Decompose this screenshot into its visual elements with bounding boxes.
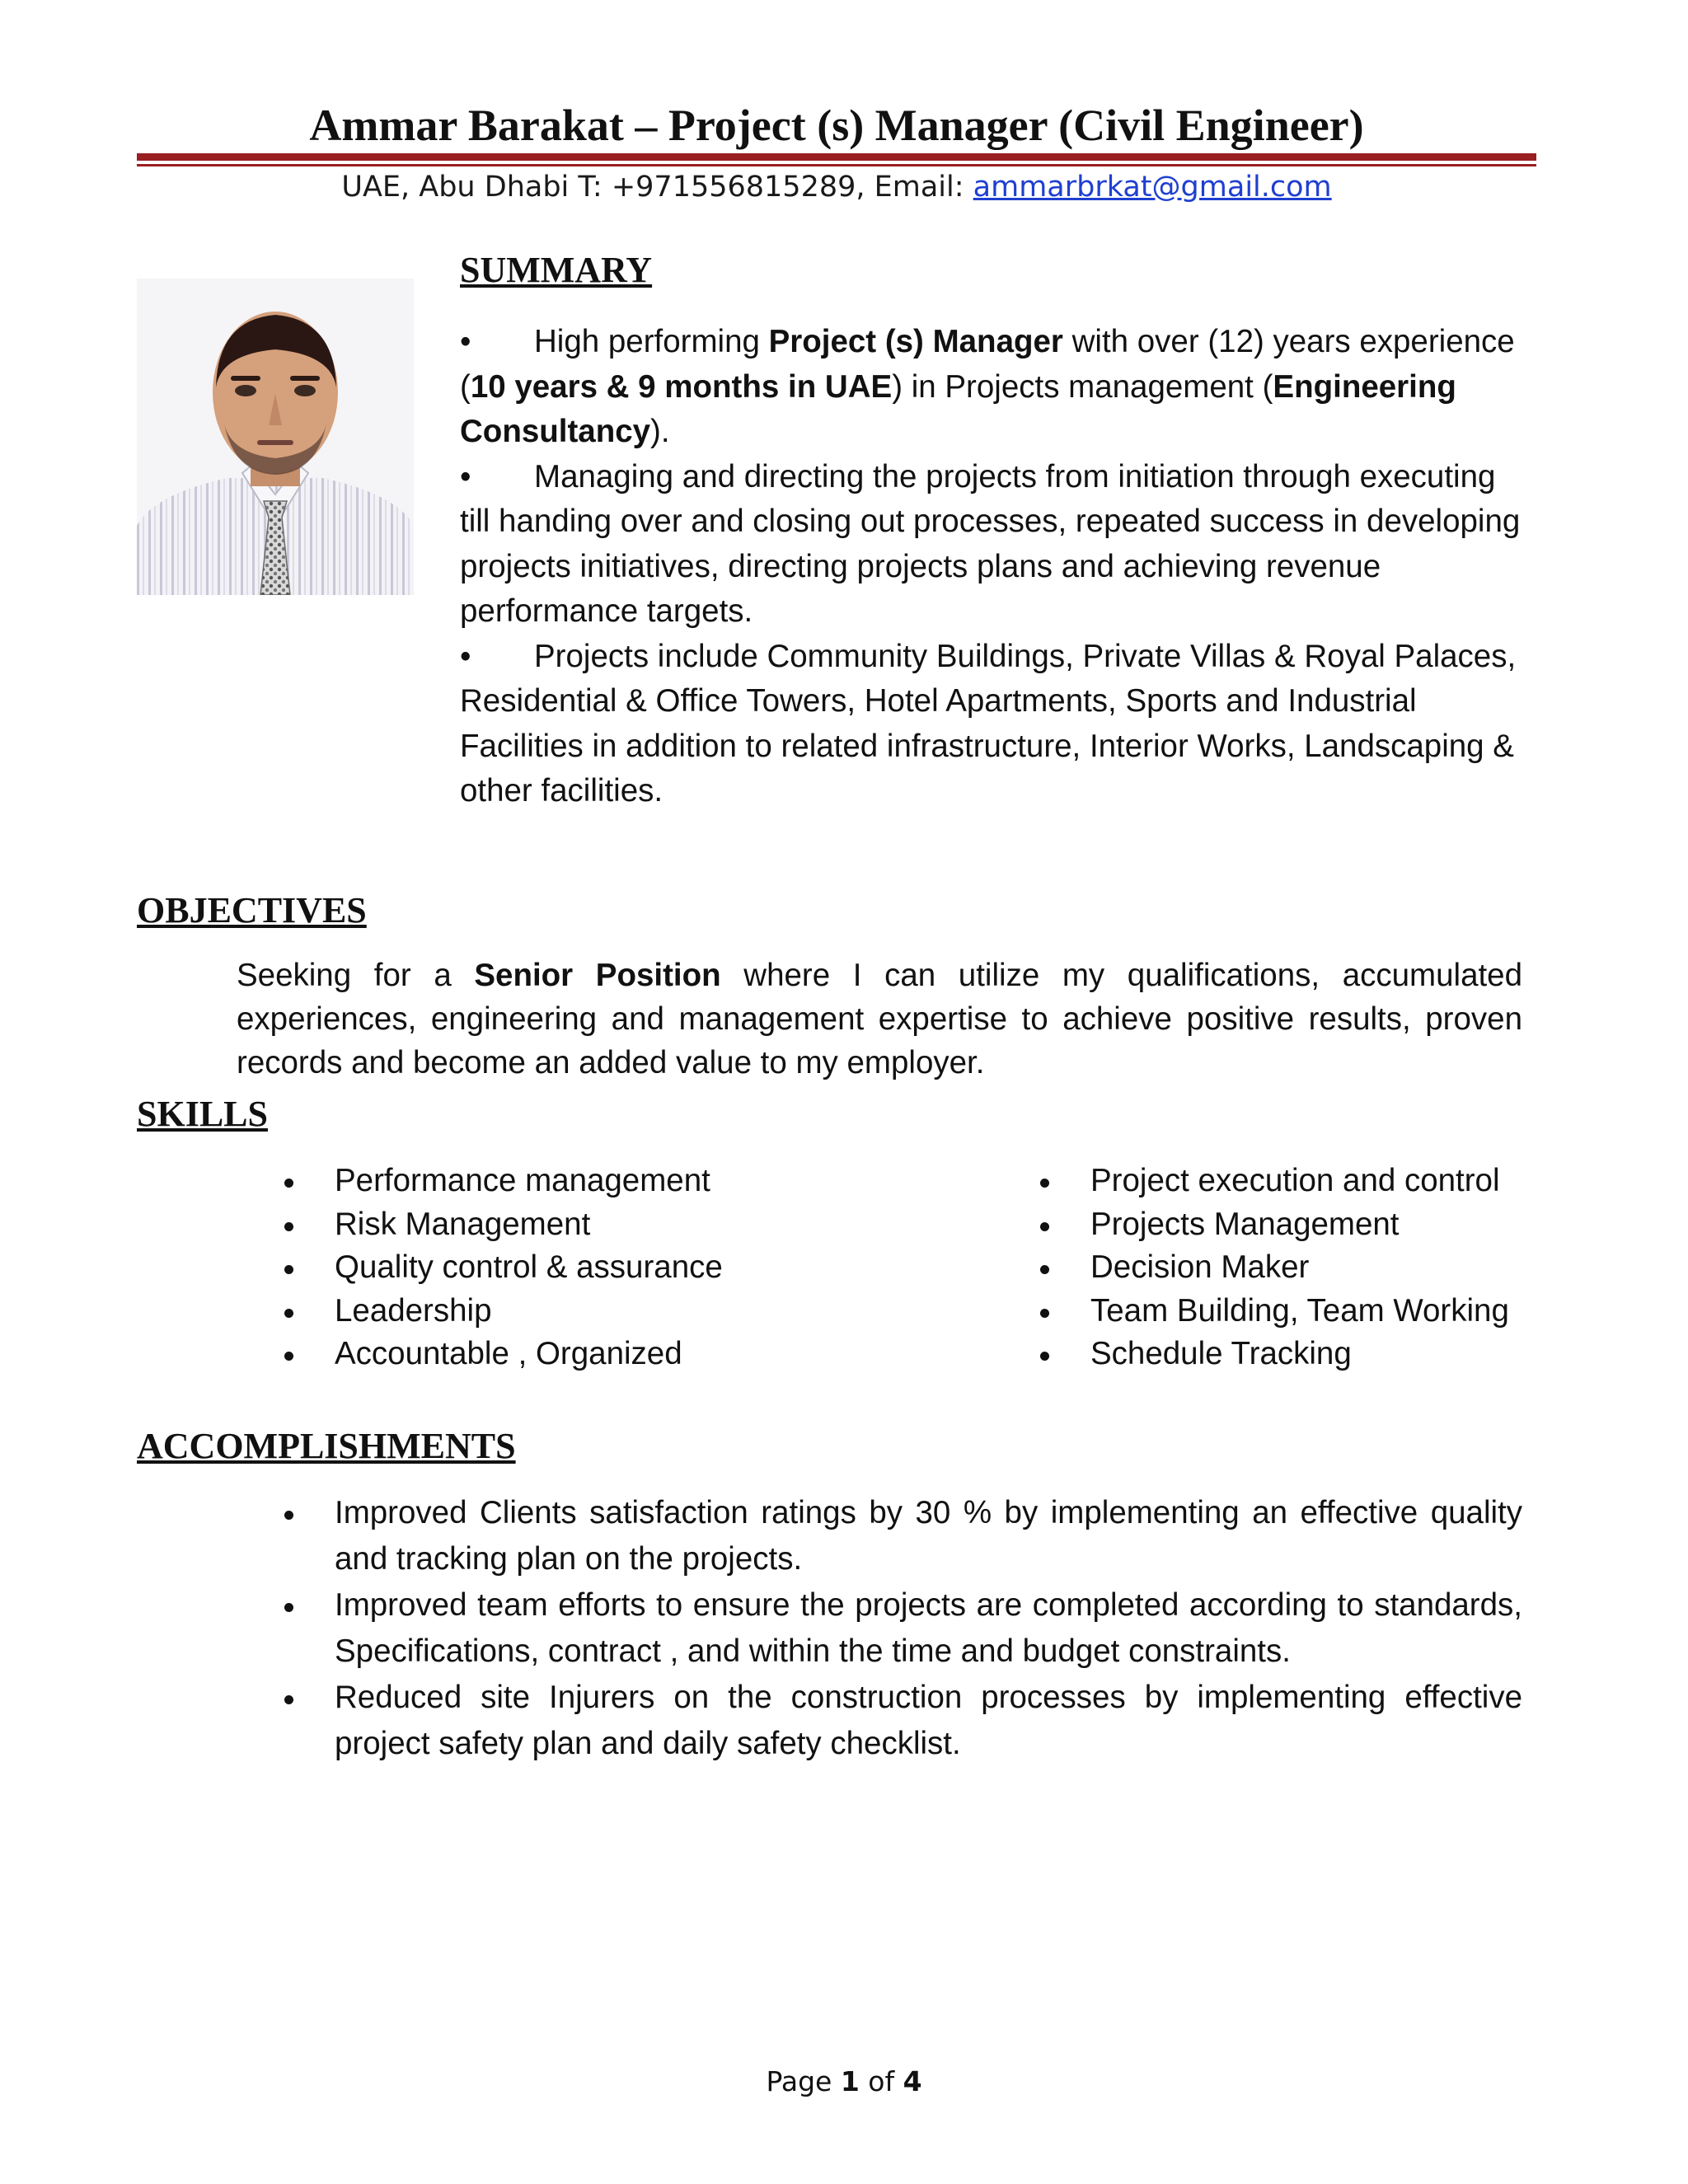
summary-text: Managing and directing the projects from initiation through executing till handing over and closing out processes, repeated success in developing projects initiatives, directing projects plans and achieving revenue performance targets. [460,458,1521,629]
objectives-text [237,954,1522,1085]
profile-photo [137,279,414,595]
objectives-text-part: Seeking for a [237,958,475,993]
objectives-text-part: where I can utilize my qualifications, accumulated experiences, engineering and management expertise to achieve positive results, proven records and become an added value to my employer. [237,958,1523,1080]
skill-item: Accountable , Organized [284,1333,1010,1376]
skill-item: Risk Management [284,1203,1010,1247]
contact-line [137,166,1536,208]
skills-list-left [284,1160,1010,1376]
email-link[interactable]: ammarbrkat@gmail.com [973,171,1332,204]
skill-item: Decision Maker [1040,1246,1568,1290]
skills-heading: SKILLS [137,1094,268,1134]
skill-item: Project execution and control [1040,1160,1568,1203]
objectives-heading: OBJECTIVES [137,890,367,930]
summary-bullet [460,455,1531,635]
profile-photo-illustration [137,279,414,595]
bullet-icon: • [460,638,471,674]
summary-emphasis: Engineering Consultancy [460,368,1456,449]
skill-item: Team Building, Team Working [1040,1290,1568,1333]
summary-text: ). [650,414,670,449]
summary-heading: SUMMARY [460,250,653,290]
skill-item: Leadership [284,1290,1010,1333]
skills-list-right [1040,1160,1568,1376]
accomplishment-item: Improved Clients satisfaction ratings by 30 % by implementing an effective quality and tracking plan on the projects. [284,1490,1522,1582]
skill-item: Schedule Tracking [1040,1333,1568,1376]
bullet-icon: • [460,458,471,494]
footer-page-number: 1 [840,2065,860,2097]
summary-text: Projects include Community Buildings, Private Villas & Royal Palaces, Residential & Office Towers, Hotel Apartments, Sports and Industrial Facilities in addition to related infrastructure, Interior Works, Landscaping & other facilities. [460,638,1517,808]
footer-page-label: Page [766,2065,841,2097]
summary-bullet [460,320,1531,455]
skill-item: Quality control & assurance [284,1246,1010,1290]
skill-item: Projects Management [1040,1203,1568,1247]
accomplishment-item: Reduced site Injurers on the construction processes by implementing effective project safety plan and daily safety checklist. [284,1675,1522,1767]
summary-text: with over (12) years experience ( [460,324,1515,405]
summary-body [460,320,1531,814]
summary-emphasis: Project (s) Manager [768,324,1063,359]
contact-details: UAE, Abu Dhabi T: +971556815289, Email: [341,171,973,204]
bullet-icon: • [460,324,471,359]
accomplishment-item: Improved team efforts to ensure the projects are completed according to standards, Specifications, contract , and within the time and budget constraints. [284,1582,1522,1675]
objectives-emphasis: Senior Position [474,958,721,993]
summary-text: ) in Projects management ( [892,368,1273,405]
resume-title: Ammar Barakat – Project (s) Manager (Civil Engineer) [309,101,1364,150]
summary-bullet [460,635,1531,814]
page-footer [0,2063,1688,2101]
summary-emphasis: 10 years & 9 months in UAE [470,368,893,405]
accomplishments-list [284,1490,1522,1767]
header-rule-thick [137,153,1536,161]
summary-text: High performing [534,324,769,359]
accomplishments-heading: ACCOMPLISHMENTS [137,1426,516,1466]
footer-of-label: of [859,2065,903,2097]
footer-page-total: 4 [903,2065,922,2097]
skill-item: Performance management [284,1160,1010,1203]
